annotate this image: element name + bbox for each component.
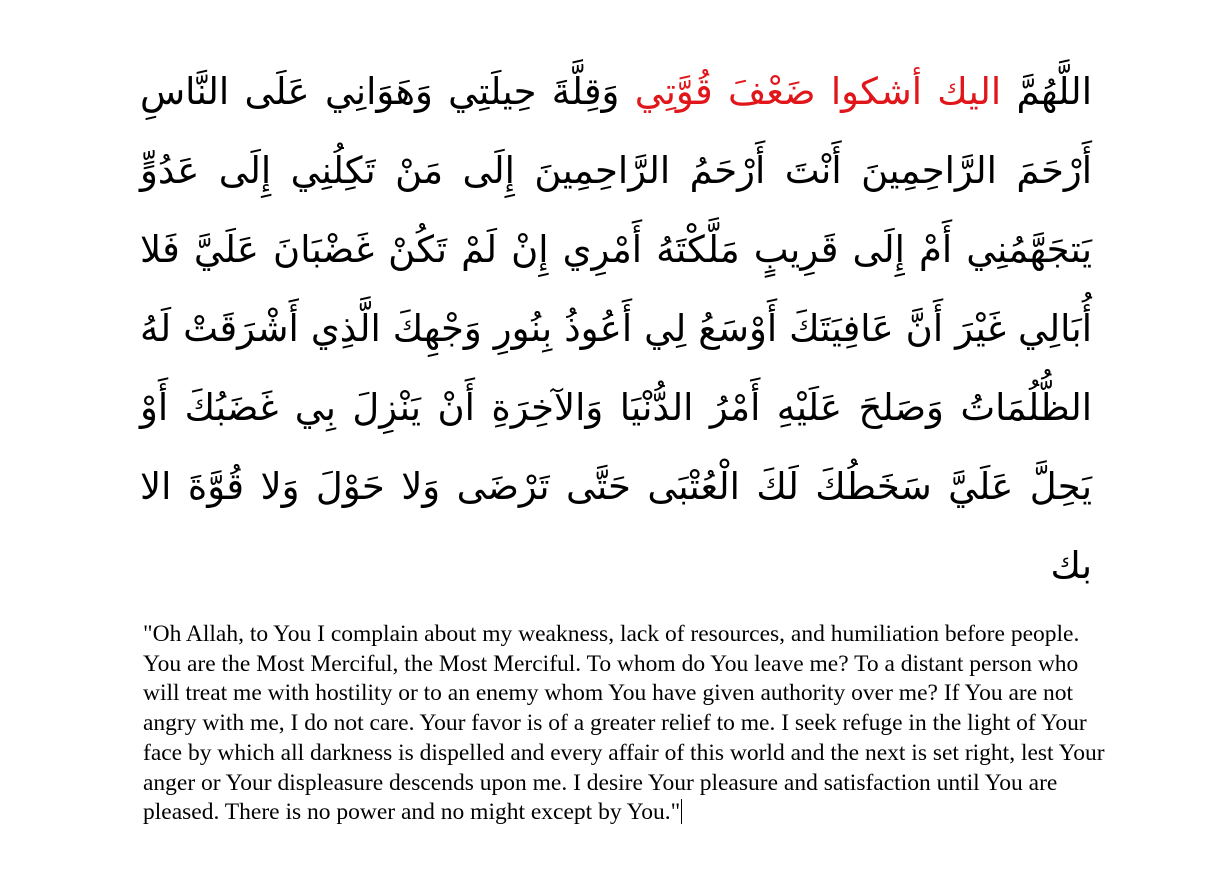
arabic-dua-text <box>140 52 1092 605</box>
arabic-remaining-text: وَقِلَّةَ حِيلَتِي وَهَوَانِي عَلَى النَّاسِ أَرْحَمَ الرَّاحِمِينَ أَنْتَ أَرْحَمُ الرَّاحِمِينَ إِلَى مَنْ تَكِلُنِي إِلَى عَدُوٍّ يَتجَهَّمُنِي أَمْ إِلَى قَرِيبٍ مَلَّكْتَهُ أَمْرِي إِنْ لَمْ تَكُنْ غَضْبَانَ عَلَيَّ فَلا أُبَالِي غَيْرَ أَنَّ عَافِيَتَكَ أَوْسَعُ لِي أَعُوذُ بِنُورِ وَجْهِكَ الَّذِي أَشْرَقَتْ لَهُ الظُّلُمَاتُ وَصَلحَ عَلَيْهِ أَمْرُ الدُّنْيَا وَالآخِرَةِ أَنْ يَنْزِلَ بِي غَضَبُكَ أَوْ يَحِلَّ عَلَيَّ سَخَطُكَ لَكَ الْعُتْبَى حَتَّى تَرْضَى وَلا حَوْلَ وَلا قُوَّةَ الا بك <box>140 70 1092 587</box>
translation-text: "Oh Allah, to You I complain about my weakness, lack of resources, and humiliation before people. You are the Most Merciful, the Most Merciful. To whom do You leave me? To a distant person who will treat me with hostility or to an enemy whom You have given authority over me? If You are not angry with me, I do not care. Your favor is of a greater relief to me. I seek refuge in the light of Your face by which all darkness is dispelled and every affair of this world and the next is set right, lest Your anger or Your displeasure descends upon me. I desire Your pleasure and satisfaction until You are pleased. There is no power and no might except by You." <box>143 621 1105 826</box>
arabic-highlighted-phrase: اليك أشكوا ضَعْفَ قُوَّتِي <box>634 70 1002 113</box>
english-translation[interactable] <box>143 620 1113 828</box>
text-cursor <box>681 799 682 824</box>
arabic-lead-word: اللَّهُمَّ <box>1016 70 1092 113</box>
